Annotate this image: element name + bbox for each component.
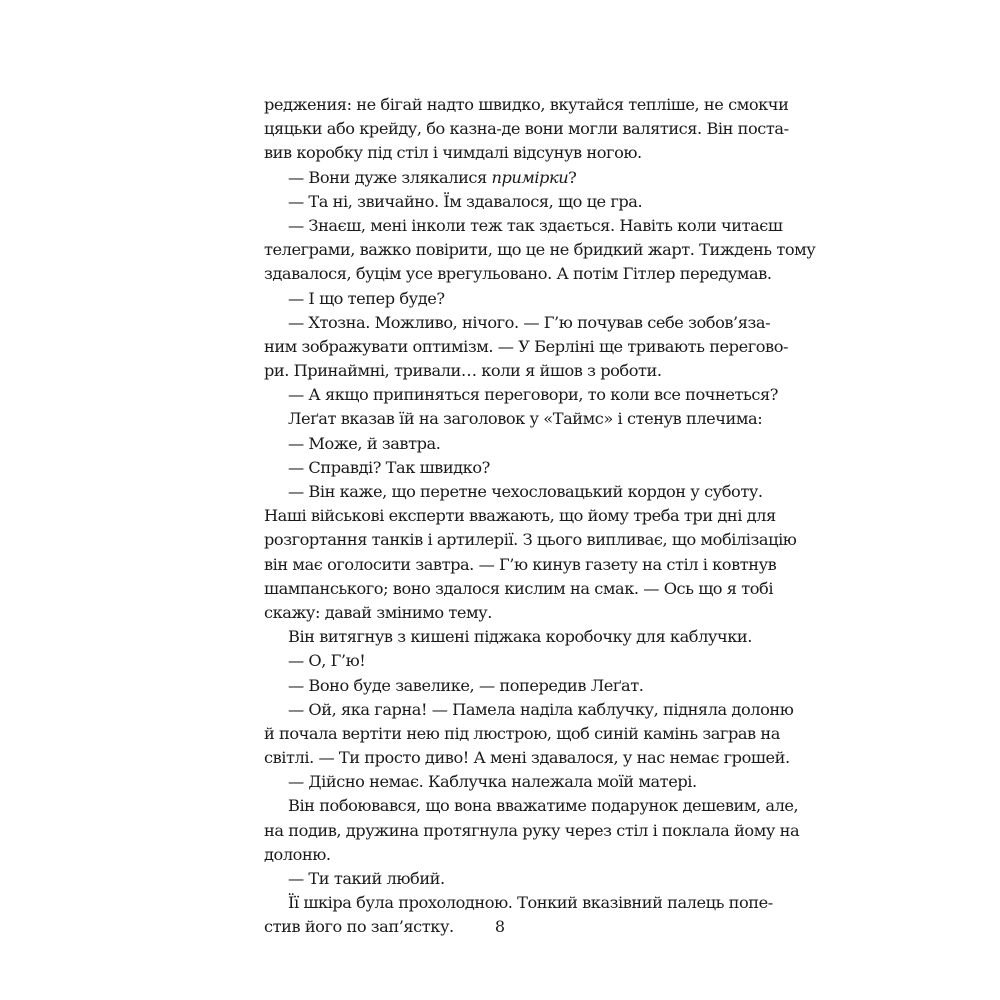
- text-line: здавалося, буцім усе врегульовано. А потім Гітлер передумав.: [264, 264, 772, 284]
- text-line: вив коробку під стіл і чимдалі відсунув ногою.: [264, 143, 642, 163]
- text-line: [264, 166, 734, 190]
- text-line: — Ой, яка гарна! — Памела наділа каблучку, підняла долоню: [288, 699, 794, 719]
- text-line: — Воно буде завелике, — попередив Леґат.: [288, 675, 644, 695]
- body-text: [264, 93, 816, 940]
- text-line: стив його по зап’ястку.: [264, 917, 454, 937]
- text-line: — Хтозна. Можливо, нічого. — Г’ю почував себе зобов’яза-: [288, 312, 771, 332]
- text-line: телеграми, важко повірити, що це не бридкий жарт. Тиждень тому: [264, 240, 816, 260]
- text-line: світлі. — Ти просто диво! А мені здавалося, у нас немає грошей.: [264, 748, 790, 768]
- page-number: 8: [494, 917, 506, 936]
- text-line: Він витягнув з кишені піджака коробочку для каблучки.: [288, 627, 752, 647]
- text-line: Її шкіра була прохолодною. Тонкий вказівний палець попе-: [288, 893, 773, 913]
- text-line: цяцьки або крейду, бо казна-де вони могли валятися. Він поста-: [264, 119, 789, 139]
- text-line: розгортання танків і артилерії. З цього випливає, що мобілізацію: [264, 530, 797, 550]
- dialogue-text: — Вони дуже злякалися: [288, 167, 492, 187]
- text-line: — Ти такий любий.: [288, 869, 445, 888]
- text-line: — Він каже, що перетне чехословацький кордон у суботу.: [288, 482, 763, 501]
- text-line: — Та ні, звичайно. Їм здавалося, що це гра.: [288, 191, 643, 211]
- text-line: Леґат вказав їй на заголовок у «Таймс» і стенув плечима:: [288, 409, 763, 429]
- text-line: на подив, дружина протягнула руку через стіл і поклала йому на: [264, 820, 800, 840]
- text-line: — А якщо припиняться переговори, то коли все почнеться?: [288, 385, 778, 405]
- text-line: — Дійсно немає. Каблучка належала моїй матері.: [288, 772, 697, 792]
- text-line: й почала вертіти нею під люстрою, щоб синій камінь заграв на: [264, 723, 780, 743]
- text-line: — О, Г’ю!: [288, 651, 366, 671]
- text-line: він має оголосити завтра. — Г’ю кинув газету на стіл і ковтнув: [264, 554, 777, 574]
- text-line: Він побоювався, що вона вважатиме подарунок дешевим, але,: [288, 796, 799, 816]
- text-line: — Знаєш, мені інколи теж так здається. Навіть коли читаєш: [288, 215, 783, 235]
- text-line: ри. Принаймні, тривали… коли я йшов з роботи.: [264, 361, 662, 381]
- text-line: — Може, й завтра.: [288, 433, 441, 453]
- text-line: шампанського; воно здалося кислим на смак. — Ось що я тобі: [264, 578, 774, 598]
- text-line: ним зображувати оптимізм. — У Берліні ще тривають перегово-: [264, 336, 789, 356]
- text-line: — Справді? Так швидко?: [288, 457, 490, 477]
- italic-word: примірки: [491, 167, 569, 187]
- text-line: — І що тепер буде?: [288, 288, 445, 308]
- text-line: Наші військові експерти вважають, що йому треба три дні для: [264, 506, 776, 526]
- text-line: скажу: давай змінимо тему.: [264, 602, 492, 622]
- text-line: долоню.: [264, 844, 331, 864]
- dialogue-punct: ?: [568, 167, 577, 187]
- text-line: реджения: не бігай надто швидко, вкутайся тепліше, не смокчи: [264, 95, 789, 114]
